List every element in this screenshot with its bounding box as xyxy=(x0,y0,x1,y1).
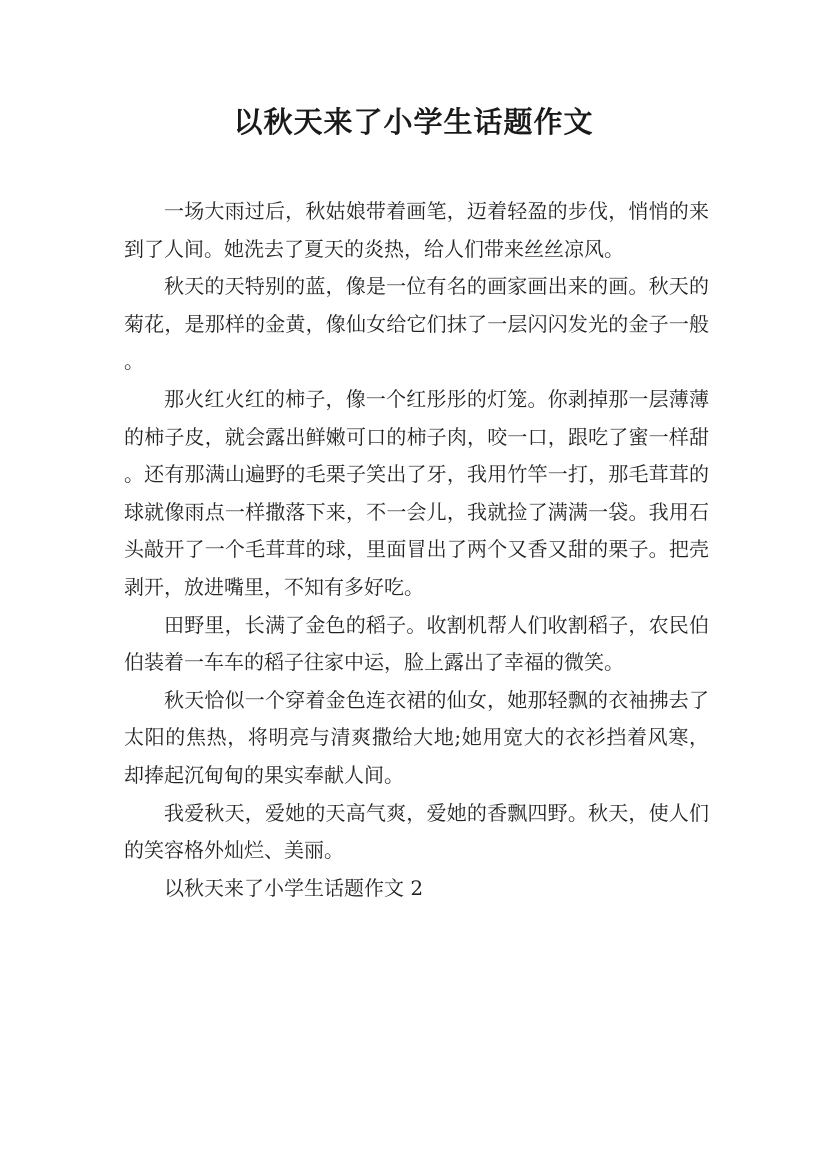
paragraph-3: 那火红火红的柿子，像一个红彤彤的灯笼。你剥掉那一层薄薄的柿子皮，就会露出鲜嫩可口的柿子肉，咬一口，跟吃了蜜一样甜。还有那满山遍野的毛栗子笑出了牙，我用竹竿一打，那毛茸茸的球就像雨点一样撒落下来，不一会儿，我就捡了满满一袋。我用石头敲开了一个毛茸茸的球，里面冒出了两个又香又甜的栗子。把壳剥开，放进嘴里，不知有多好吃。 xyxy=(124,386,709,599)
paragraph-2: 秋天的天特别的蓝，像是一位有名的画家画出来的画。秋天的菊花，是那样的金黄，像仙女给它们抹了一层闪闪发光的金子一般。 xyxy=(124,274,709,374)
paragraph-5: 秋天恰似一个穿着金色连衣裙的仙女，她那轻飘的衣袖拂去了太阳的焦热，将明亮与清爽撒给大地;她用宽大的衣衫挡着风寒，却捧起沉甸甸的果实奉献人间。 xyxy=(124,687,709,787)
next-essay-heading: 以秋天来了小学生话题作文 2 xyxy=(164,875,424,900)
paragraph-1: 一场大雨过后，秋姑娘带着画笔，迈着轻盈的步伐，悄悄的来到了人间。她洗去了夏天的炎热，给人们带来丝丝凉风。 xyxy=(124,199,709,261)
document-title: 以秋天来了小学生话题作文 xyxy=(233,105,594,139)
paragraph-6: 我爱秋天，爱她的天高气爽，爱她的香飘四野。秋天，使人们的笑容格外灿烂、美丽。 xyxy=(124,800,709,863)
document-body xyxy=(124,193,709,907)
paragraph-4: 田野里，长满了金色的稻子。收割机帮人们收割稻子，农民伯伯装着一车车的稻子往家中运，脸上露出了幸福的微笑。 xyxy=(124,612,709,675)
